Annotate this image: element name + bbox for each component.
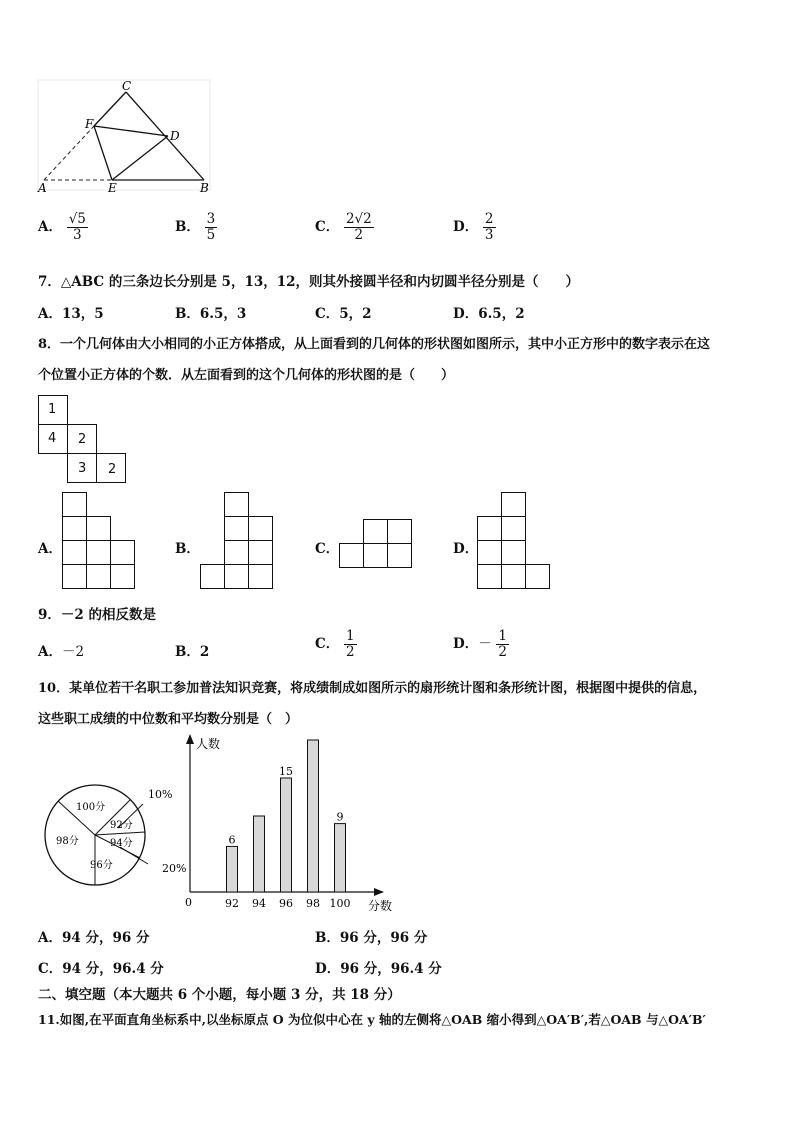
cell-number: 3 — [78, 461, 87, 476]
label-A: A — [38, 181, 47, 195]
q11-stem: 11.如图,在平面直角坐标系中,以坐标原点 O 为位似中心在 y 轴的左侧将△OAB 缩小得到△OA′B′,若△OAB 与△OA′B′ — [38, 1012, 706, 1027]
q7-option-b[interactable]: B．6.5，3 — [175, 306, 247, 322]
bar-98 — [308, 740, 319, 892]
q6-option-c[interactable]: C． $\frac{2√2}{2}$ — [315, 211, 372, 243]
label-F: F — [85, 117, 94, 131]
pie-label-10pct: 10% — [148, 788, 173, 801]
q10-bar-chart — [180, 730, 410, 915]
bar-94 — [254, 816, 265, 892]
q9-option-c[interactable]: C． $\frac{1}{2}$ — [315, 628, 355, 660]
q8-option-c-label[interactable]: C． — [315, 541, 340, 557]
q6-option-d[interactable]: D． $\frac{2}{3}$ — [453, 211, 494, 243]
q7-stem: 7．△ABC 的三条边长分别是 5，13，12，则其外接圆半径和内切圆半径分别是（ ） — [38, 274, 580, 290]
pie-label-92: 92分 — [110, 820, 133, 831]
origin-label: 0 — [185, 896, 192, 909]
q6-option-b[interactable]: B． $\frac{3}{5}$ — [175, 211, 216, 243]
q8-option-c-figure[interactable] — [339, 519, 415, 571]
fraction: $\frac{1}{2}$ — [498, 628, 508, 660]
fraction: $\frac{1}{2}$ — [345, 628, 355, 660]
q8-option-a-figure[interactable] — [62, 492, 138, 592]
x-tick-label: 96 — [279, 897, 293, 910]
q7-option-a[interactable]: A．13，5 — [38, 306, 104, 322]
q8-option-a-label[interactable]: A． — [38, 541, 62, 557]
q8-stem-line2: 个位置小正方体的个数．从左面看到的这个几何体的形状图的是（ ） — [38, 368, 455, 383]
y-axis-arrow — [186, 734, 194, 744]
q10-option-a[interactable]: A．94 分，96 分 — [38, 930, 150, 946]
cell-number: 2 — [108, 462, 117, 477]
q10-option-d[interactable]: D．96 分，96.4 分 — [315, 961, 442, 977]
y-axis-label: 人数 — [196, 737, 221, 751]
q8-option-d-figure[interactable] — [477, 492, 553, 592]
q7-option-c[interactable]: C．5，2 — [315, 306, 372, 322]
cell-number: 1 — [48, 402, 57, 417]
pie-label-100: 100分 — [76, 802, 106, 813]
bar-100 — [335, 824, 346, 892]
q10-option-c[interactable]: C．94 分，96.4 分 — [38, 961, 164, 977]
pie-label-96: 96分 — [90, 860, 113, 871]
q8-stem-line1: 8．一个几何体由大小相同的小正方体搭成，从上面看到的几何体的形状图如图所示，其中小正方形中的数字表示在这 — [38, 337, 711, 352]
x-tick-label: 92 — [225, 897, 239, 910]
q8-option-d-label[interactable]: D． — [453, 541, 479, 557]
q9-option-b[interactable]: B．2 — [175, 644, 210, 660]
bar-value-label: 9 — [336, 810, 344, 824]
fraction: $\frac{2}{3}$ — [484, 211, 494, 243]
label-D: D — [170, 129, 180, 143]
x-axis-arrow — [374, 888, 384, 896]
section-heading: 二、填空题（本大题共 6 个小题，每小题 3 分，共 18 分） — [38, 987, 401, 1003]
q10-option-b[interactable]: B．96 分，96 分 — [315, 930, 428, 946]
label-C: C — [122, 79, 132, 93]
fraction: $\frac{√5}{3}$ — [68, 211, 86, 243]
q9-option-d[interactable]: D．－ $\frac{1}{2}$ — [453, 628, 508, 660]
x-tick-label: 100 — [329, 897, 351, 910]
q8-option-b-figure[interactable] — [200, 492, 276, 592]
q10-stem-line2: 这些职工成绩的中位数和平均数分别是（ ） — [38, 712, 299, 727]
cell-number: 4 — [48, 431, 57, 446]
q10-stem-line1: 10．某单位若干名职工参加普法知识竞赛，将成绩制成如图所示的扇形统计图和条形统计图，根据图中提供的信息， — [38, 681, 707, 696]
label-E: E — [108, 181, 117, 195]
x-axis-label: 分数 — [368, 899, 393, 913]
bar-value-label: 6 — [228, 833, 236, 847]
q6-triangle-figure — [34, 78, 214, 196]
bar-96 — [281, 778, 292, 892]
pie-label-98: 98分 — [56, 836, 79, 847]
q10-pie-chart — [40, 780, 200, 890]
fraction: $\frac{2√2}{2}$ — [345, 211, 372, 243]
pie-label-20pct: 20% — [162, 862, 187, 875]
q8-top-view-grid — [38, 395, 130, 485]
fraction: $\frac{3}{5}$ — [206, 211, 216, 243]
pie-label-94: 94分 — [110, 838, 133, 849]
x-tick-label: 98 — [306, 897, 320, 910]
bar-92 — [227, 846, 238, 892]
x-tick-label: 94 — [252, 897, 266, 910]
q9-stem: 9．－2 的相反数是 — [38, 607, 156, 623]
cell-number: 2 — [78, 432, 87, 447]
q7-option-d[interactable]: D．6.5，2 — [453, 306, 525, 322]
label-B: B — [200, 181, 209, 195]
bar-value-label: 15 — [279, 765, 293, 778]
q8-option-b-label[interactable]: B． — [175, 541, 200, 557]
q6-option-a[interactable]: A． $\frac{√5}{3}$ — [38, 211, 86, 243]
q9-option-a[interactable]: A．－2 — [38, 644, 85, 660]
